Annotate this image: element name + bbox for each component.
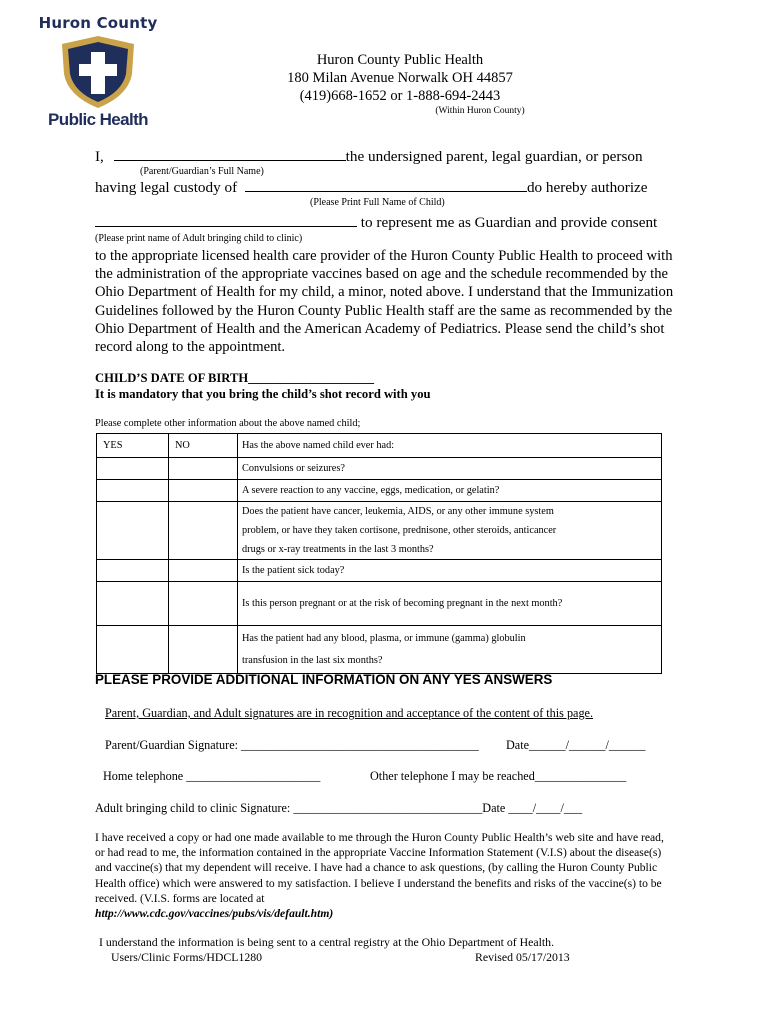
question-text [238,626,662,674]
consent-line-1-prefix: I, [95,148,104,165]
table-row [97,626,662,674]
vis-url-link[interactable]: http://www.cdc.gov/vaccines/pubs/vis/default.htm) [95,907,334,921]
question-line: transfusion in the last six months? [242,654,383,666]
org-name: Huron County Public Health [316,52,484,68]
vis-text: I have received a copy or had one made available to me through the Huron County Public Health’s web site and have read, or had read to me, the information contained in the appropriate Vaccine Information Statement (V.I.S) about the disease(s) and vaccine(s) that my dependent will receive. I have had a chance to ask questions, (by calling the Huron County Public Health office) which were answered to my satisfaction. I believe I understand the benefits and risks of the vaccine(s) to be received. (V.I.S. forms are located at [95,831,664,905]
logo-top-text: Huron County [38,14,158,32]
health-questions-table [96,433,662,674]
revised-date: Revised 05/17/2013 [475,950,570,964]
question-text [238,502,662,560]
logo-bottom-text: Public Health [48,110,148,129]
dob-label: CHILD’S DATE OF BIRTH____________________ [95,371,375,385]
question-text: Is this person pregnant or at the risk of becoming pregnant in the next month? [238,582,662,626]
consent-body: to the appropriate licensed health care provider of the Huron County Public Health to proceed with the administration of the appropriate vaccines based on age and the schedule recommended by the Ohio Department of Health for my child, a minor, noted above. I understand that the Immunization Guidelines followed by the Huron County Public Health staff are the same as recommended by the Ohio Department of Health and the American Academy of Pediatrics. Please send the child’s shot record along to the appointment. [95,248,674,356]
yes-cell[interactable] [97,582,169,626]
question-text: Is the patient sick today? [238,560,662,582]
table-row [97,434,662,458]
table-row [97,582,662,626]
yes-cell[interactable] [97,480,169,502]
col-yes-header: YES [97,434,169,458]
consent-line-1 [95,147,643,166]
org-address: 180 Milan Avenue Norwalk OH 44857 [287,70,513,86]
no-cell[interactable] [169,560,238,582]
child-name-field[interactable] [245,178,527,192]
vis-statement [95,830,665,921]
adult-name-caption-text: Please print name of Adult bringing child to clinic [98,233,299,244]
question-line: drugs or x-ray treatments in the last 3 months? [242,544,434,555]
yes-cell[interactable] [97,626,169,674]
table-row [97,502,662,560]
adult-signature-field[interactable]: Adult bringing child to clinic Signature: _______________________________Date ____/____/___ [95,801,583,815]
home-telephone-field[interactable]: Home telephone ______________________ [103,769,321,783]
shot-record-notice: It is mandatory that you bring the child’s shot record with you [95,387,431,401]
parent-name-field[interactable] [114,147,346,161]
no-cell[interactable] [169,502,238,560]
additional-info-heading: PLEASE PROVIDE ADDITIONAL INFORMATION ON ANY YES ANSWERS [95,672,553,687]
registry-notice: I understand the information is being sent to a central registry at the Ohio Department of Health. [99,935,555,949]
no-cell[interactable] [169,582,238,626]
questions-intro: Please complete other information about the above named child; [95,418,361,429]
no-cell[interactable] [169,626,238,674]
question-line: problem, or have they taken cortisone, prednisone, other steroids, anticancer [242,525,557,536]
consent-line-2-suffix: do hereby authorize [526,179,648,196]
adult-name-field[interactable] [95,213,357,227]
form-id: Users/Clinic Forms/HDCL1280 [111,950,263,964]
parent-date-field[interactable]: Date______/______/______ [506,738,646,752]
question-header: Has the above named child ever had: [238,434,662,458]
table-row [97,480,662,502]
other-telephone-field[interactable]: Other telephone I may be reached_______________ [370,769,627,783]
question-line: Does the patient have cancer, leukemia, AIDS, or any other immune system [242,506,554,517]
consent-line-3 [95,213,657,232]
parent-signature-field[interactable]: Parent/Guardian Signature: _______________________________________ [105,738,479,752]
consent-line-1-suffix: the undersigned parent, legal guardian, or person [345,148,643,165]
org-phone-note: (Within Huron County) [435,106,525,116]
no-cell[interactable] [169,458,238,480]
consent-line-2-prefix: having legal custody of [95,179,238,196]
question-text: Convulsions or seizures? [238,458,662,480]
question-line: Has the patient had any blood, plasma, or immune (gamma) globulin [242,632,526,644]
org-phone: (419)668-1652 or 1-888-694-2443 [299,88,501,104]
no-cell[interactable] [169,480,238,502]
consent-line-3-suffix: to represent me as Guardian and provide consent [360,214,658,231]
question-text: A severe reaction to any vaccine, eggs, medication, or gelatin? [238,480,662,502]
adult-name-caption: (Please print name of Adult bringing child to clinic) [95,233,303,244]
child-name-caption: (Please Print Full Name of Child) [310,197,445,208]
huron-county-logo [30,14,166,132]
yes-cell[interactable] [97,502,169,560]
consent-line-2 [95,178,648,197]
signature-recognition: Parent, Guardian, and Adult signatures are in recognition and acceptance of the content of this page. [105,706,594,720]
parent-name-caption: (Parent/Guardian’s Full Name) [140,166,264,177]
shield-cross-icon [58,34,138,110]
col-no-header: NO [169,434,238,458]
child-name-caption-text: Please Print Full Name of Child [313,197,442,208]
table-row [97,560,662,582]
yes-cell[interactable] [97,458,169,480]
table-row [97,458,662,480]
yes-cell[interactable] [97,560,169,582]
